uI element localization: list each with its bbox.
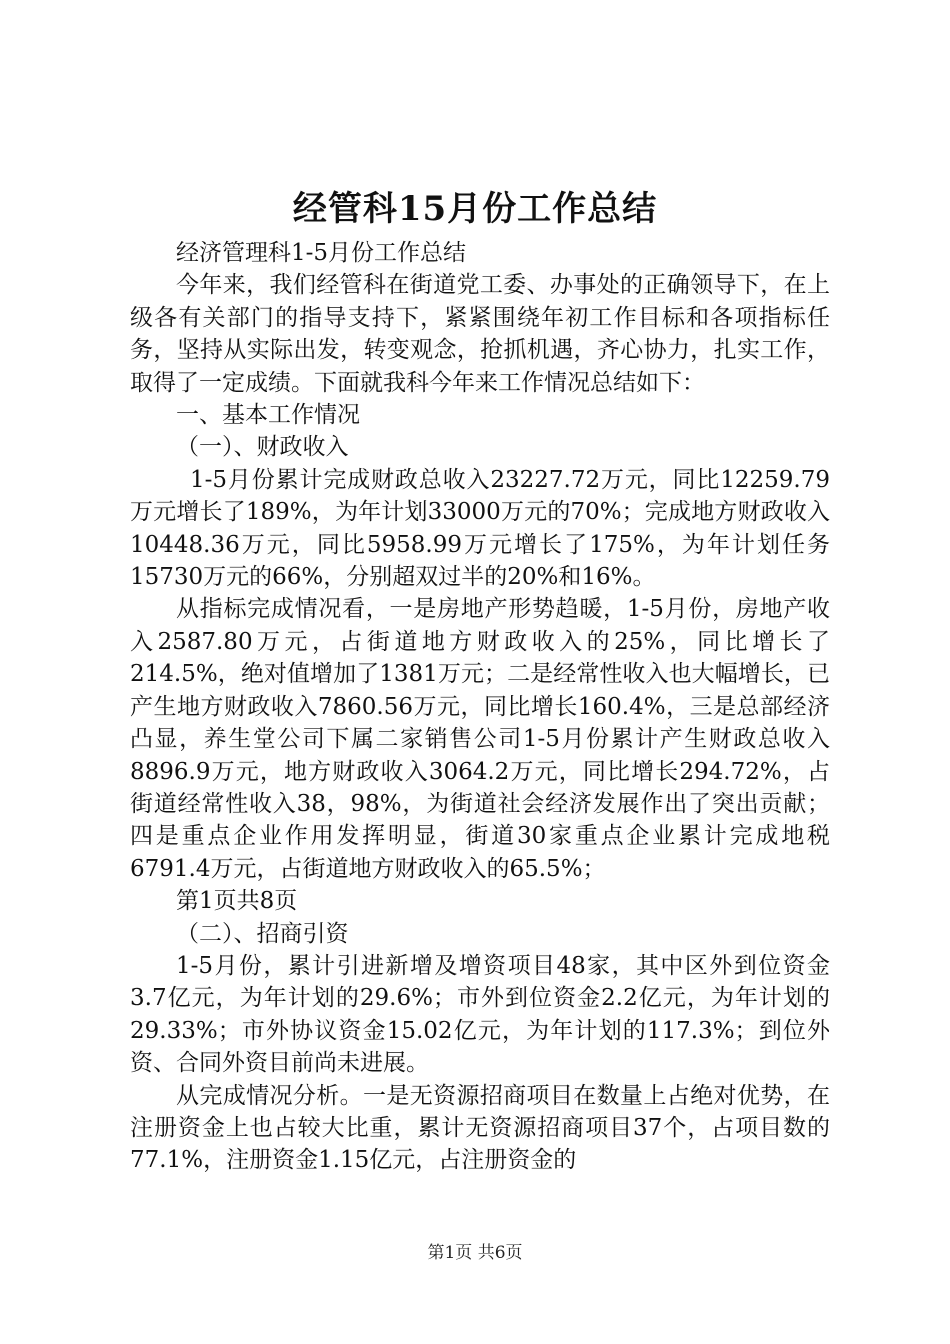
investment-paragraph: 1-5月份，累计引进新增及增资项目48家，其中区外到位资金3.7亿元，为年计划的29.6%；市外到位资金2.2亿元，为年计划的29.33%；市外协议资金15.02亿元，为年计划的117.3%；到位外资、合同外资目前尚未进展。 [130, 952, 830, 1077]
intro-paragraph: 今年来，我们经管科在街道党工委、办事处的正确领导下，在上级各有关部门的指导支持下，紧紧围绕年初工作目标和各项指标任务，坚持从实际出发，转变观念，抢抓机遇，齐心协力，扎实工作，取得了一定成绩。下面就我科今年来工作情况总结如下： [130, 272, 830, 396]
subsection-heading-investment: （二）、招商引资 [176, 920, 349, 947]
investment-analysis-paragraph: 从完成情况分析。一是无资源招商项目在数量上占绝对优势，在注册资金上也占较大比重，累计无资源招商项目37个，占项目数的77.1%，注册资金1.15亿元，占注册资金的 [130, 1082, 830, 1174]
page-footer: 第1页 共6页 [427, 1243, 523, 1263]
subsection-heading-finance: （一）、财政收入 [176, 434, 349, 461]
document-body [130, 237, 830, 1177]
inline-page-marker: 第1页共8页 [176, 888, 298, 915]
subtitle-paragraph: 经济管理科1-5月份工作总结 [176, 240, 467, 266]
analysis-paragraph: 从指标完成情况看，一是房地产形势趋暖，1-5月份，房地产收入2587.80万元，占街道地方财政收入的25%，同比增长了214.5%，绝对值增加了1381万元；二是经常性收入也大幅增长，已产生地方财政收入7860.56万元，同比增长160.4%，三是总部经济凸显，养生堂公司下属二家销售公司1-5月份累计产生财政总收入8896.9万元，地方财政收入3064.2万元，同比增长294.72%，占街道经常性收入38，98%，为街道社会经济发展作出了突出贡献；四是重点企业作用发挥明显，街道30家重点企业累计完成地税6791.4万元，占街道地方财政收入的65.5%； [130, 596, 830, 882]
finance-paragraph: 1-5月份累计完成财政总收入23227.72万元，同比12259.79万元增长了189%，为年计划33000万元的70%；完成地方财政收入10448.36万元，同比5958.99万元增长了175%，为年计划任务15730万元的66%，分别超双过半的20%和16%。 [130, 466, 830, 591]
document-title: 经管科15月份工作总结 [292, 189, 658, 229]
section-heading: 一、基本工作情况 [176, 402, 360, 429]
